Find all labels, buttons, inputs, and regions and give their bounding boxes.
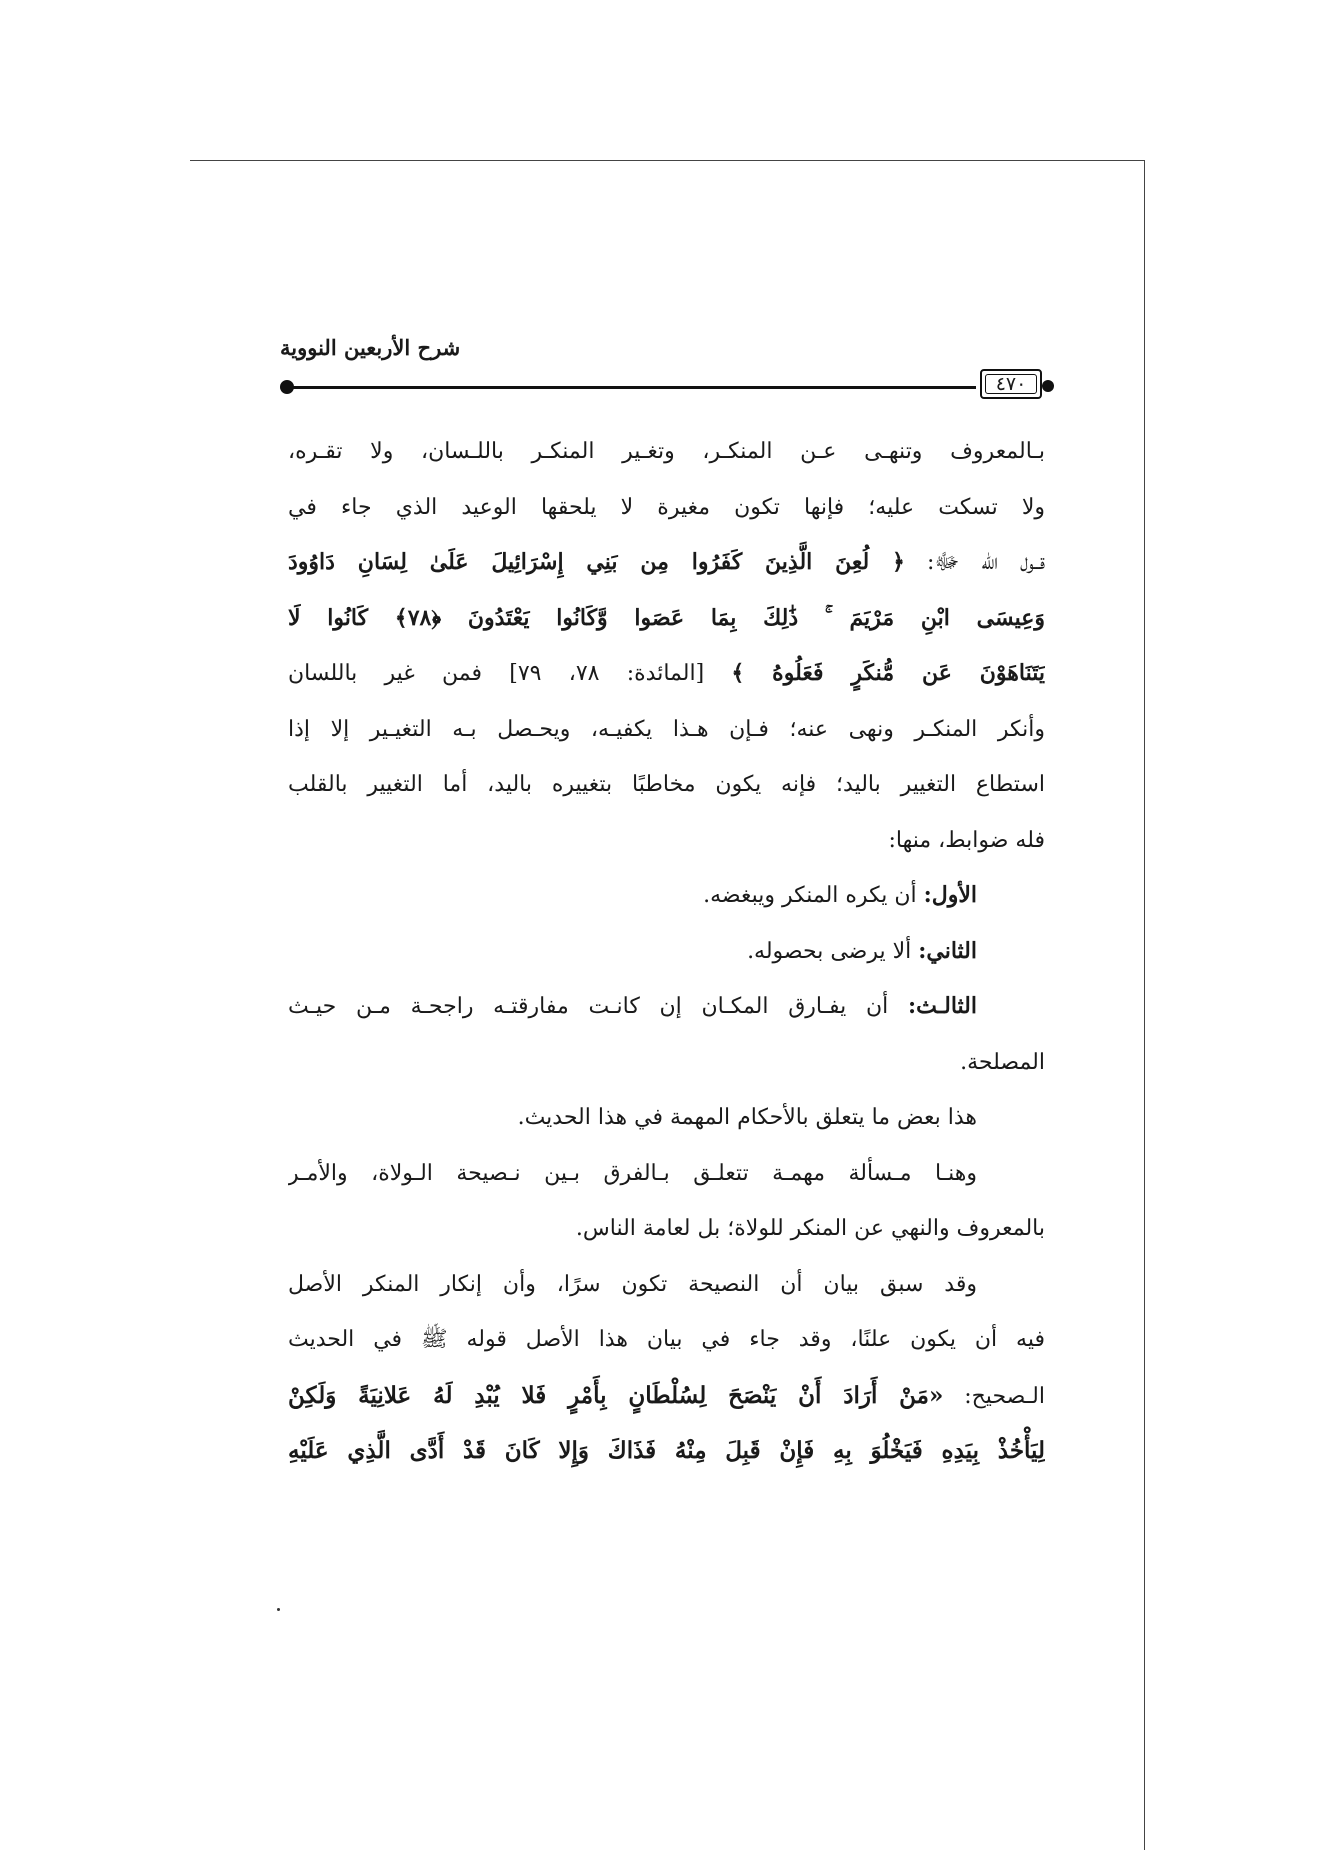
line-text: أن يكره المنكر ويبغضه. (703, 883, 924, 908)
line-text: وأنكر المنكـر ونهى عنه؛ فـإن هـذا يكفيـه، ويحـصل بـه التغيـير إلا إذا (288, 716, 1045, 742)
line-text: بالمعروف والنهي عن المنكر للولاة؛ بل لعامة الناس. (575, 1216, 1045, 1241)
line-text: أن يفـارق المكـان إن كانـت مفارقتـه راجحـة مـن حيـث (288, 994, 908, 1019)
line-text: [المائدة: ٧٨، ٧٩] فمن غير باللسان (288, 661, 732, 686)
line-text: وقد سبق بيان أن النصيحة تكون سرًا، وأن إنكار المنكر الأصل (288, 1271, 977, 1297)
line-text: استطاع التغيير باليد؛ فإنه يكون مخاطبًا بتغييره باليد، أما التغيير بالقلب (288, 772, 1045, 797)
text-line (288, 813, 1045, 869)
text-line (288, 1090, 1045, 1146)
text-line (288, 480, 1045, 536)
list-label: الثاني: (918, 937, 977, 964)
text-line (288, 424, 1045, 480)
line-text: فله ضوابط، منها: (888, 827, 1045, 853)
line-text: بـالمعروف وتنهـى عـن المنكـر، وتغـير المنكـر باللـسان، ولا تقـره، (288, 439, 1045, 464)
page-number (980, 369, 1042, 399)
text-line (288, 535, 1045, 591)
quran-verse: يَتَنَاهَوْنَ عَن مُّنكَرٍ فَعَلُوهُ ﴾ (731, 660, 1045, 686)
scan-speck (277, 1608, 280, 1611)
page-number-text: ٤٧٠ (995, 373, 1027, 395)
line-text: فيه أن يكون علنًا، وقد جاء في بيان هذا الأصل قوله ﷺ في الحديث (288, 1327, 1045, 1352)
page-body-text (288, 424, 1045, 1479)
text-line (288, 702, 1045, 758)
list-label: الأول: (923, 882, 977, 908)
text-line (288, 1201, 1045, 1257)
list-label: الثالـث: (907, 993, 977, 1019)
header-rule-ornament-right (1042, 380, 1054, 392)
running-header (280, 335, 1055, 405)
scan-frame-top (190, 160, 1145, 161)
book-title: شرح الأربعين النووية (280, 335, 461, 360)
text-line (288, 1146, 1045, 1202)
hadith-text: لِيَأْخُذْ بِيَدِهِ فَيَخْلُوَ بِهِ فَإِنْ قَبِلَ مِنْهُ فَذَاكَ وَإِلا كَانَ قَدْ أَدَّى الَّذِي عَلَيْهِ (288, 1437, 1045, 1464)
text-line (288, 1368, 1045, 1424)
text-line (288, 591, 1045, 647)
text-line (288, 1423, 1045, 1479)
line-text: ولا تسكت عليه؛ فإنها تكون مغيرة لا يلحقها الوعيد الذي جاء في (288, 494, 1045, 520)
line-text: الـصحيح: (943, 1383, 1045, 1409)
line-text: وهنـا مـسألة مهمـة تتعلـق بـالفرق بـين نـصيحة الـولاة، والأمـر (288, 1160, 977, 1186)
text-line (288, 1035, 1045, 1091)
scan-frame-right (1144, 160, 1145, 1850)
text-line (288, 646, 1045, 702)
text-line (288, 924, 1045, 980)
text-line (288, 1312, 1045, 1368)
line-text: قــول الله ﷻ: (904, 550, 1045, 575)
line-text: المصلحة. (960, 1049, 1045, 1075)
header-rule (286, 386, 976, 389)
text-line (288, 757, 1045, 813)
quran-verse: ﴿ لُعِنَ الَّذِينَ كَفَرُوا مِن بَنِي إِسْرَائِيلَ عَلَىٰ لِسَانِ دَاوُودَ (288, 549, 905, 575)
hadith-text: «مَنْ أَرَادَ أَنْ يَنْصَحَ لِسُلْطَانٍ بِأَمْرٍ فَلا يُبْدِ لَهُ عَلانِيَةً وَلَكِنْ (288, 1381, 944, 1409)
line-text: ألا يرضى بحصوله. (747, 938, 919, 964)
text-line (288, 979, 1045, 1035)
quran-verse: وَعِيسَى ابْنِ مَرْيَمَ ۚ ذَٰلِكَ بِمَا عَصَوا وَّكَانُوا يَعْتَدُونَ ﴿٧٨﴾ كَانُوا لَا (288, 604, 1045, 631)
text-line (288, 868, 1045, 924)
text-line (288, 1257, 1045, 1313)
line-text: هذا بعض ما يتعلق بالأحكام المهمة في هذا الحديث. (517, 1105, 977, 1130)
